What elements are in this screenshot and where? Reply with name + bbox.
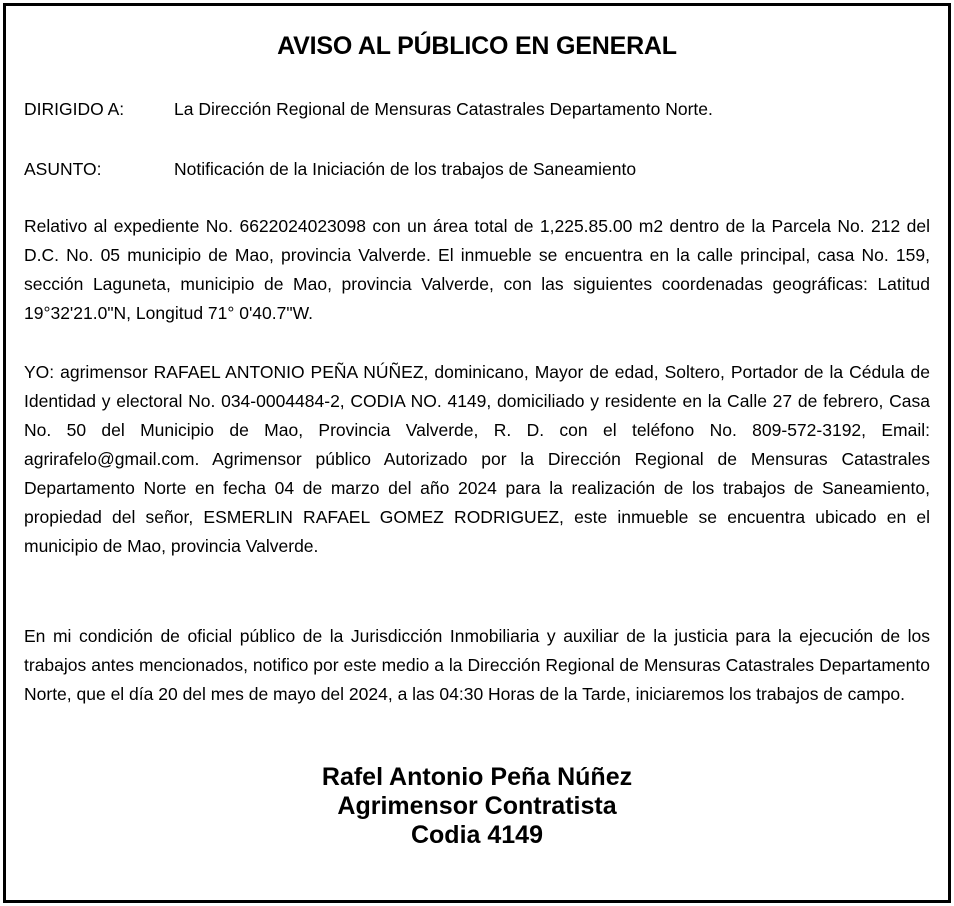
addressee-value: La Dirección Regional de Mensuras Catastrales Departamento Norte. [174,99,713,119]
signature-role: Agrimensor Contratista [337,792,617,820]
addressee-label: DIRIGIDO A: [24,99,125,119]
public-notice [3,3,951,903]
signature-name: Rafel Antonio Peña Núñez [321,763,633,791]
subject-value: Notificación de la Iniciación de los trabajos de Saneamiento [174,159,637,179]
addressee-row [24,98,713,120]
subject-row [24,158,636,180]
notice-title: AVISO AL PÚBLICO EN GENERAL [277,32,677,60]
signature-codia: Codia 4149 [410,821,543,849]
paragraph-notification: En mi condición de oficial público de la Jurisdicción Inmobiliaria y auxiliar de la justicia para la ejecución de los trabajos antes mencionados, notifico por este medio a la Dirección Regional de Mensuras Catastrales Departamento Norte, que el día 20 del mes de mayo del 2024, a las 04:30 Horas de la Tarde, iniciaremos los trabajos de campo. [24,626,930,704]
paragraph-property-details: Relativo al expediente No. 6622024023098 con un área total de 1,225.85.00 m2 dentro de la Parcela No. 212 del D.C. No. 05 municipio de Mao, provincia Valverde. El inmueble se encuentra en la calle principal, casa No. 159, sección Laguneta, municipio de Mao, provincia Valverde, con las siguientes coordenadas geográficas: Latitud 19°32'21.0"N, Longitud 71° 0'40.7"W. [24,216,930,323]
subject-label: ASUNTO: [24,159,102,179]
signature-block [6,763,948,850]
paragraph-surveyor-identity: YO: agrimensor RAFAEL ANTONIO PEÑA NÚÑEZ, dominicano, Mayor de edad, Soltero, Portador de la Cédula de Identidad y electoral No. 034-0004484-2, CODIA NO. 4149, domiciliado y residente en la Calle 27 de febrero, Casa No. 50 del Municipio de Mao, Provincia Valverde, R. D. con el teléfono No. 809-572-3192, Email: agrirafelo@gmail.com. Agrimensor público Autorizado por la Dirección Regional de Mensuras Catastrales Departamento Norte en fecha 04 de marzo del año 2024 para la realización de los trabajos de Saneamiento, propiedad del señor, ESMERLIN RAFAEL GOMEZ RODRIGUEZ, este inmueble se encuentra ubicado en el municipio de Mao, provincia Valverde. [24,362,930,556]
